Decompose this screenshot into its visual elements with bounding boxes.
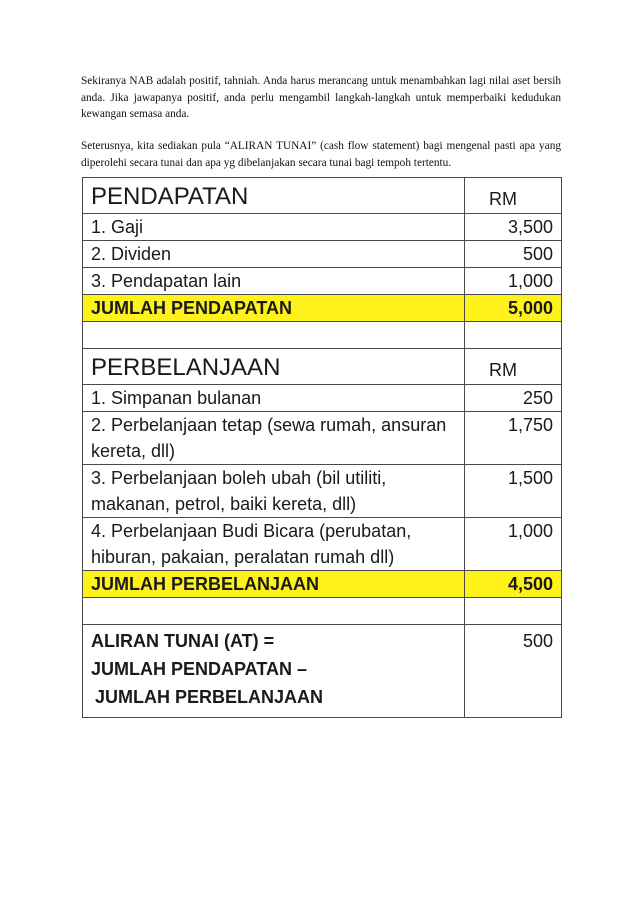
table-row bbox=[83, 241, 562, 268]
table-row bbox=[83, 412, 562, 465]
income-title: PENDAPATAN bbox=[83, 178, 465, 214]
income-item-label: 1. Gaji bbox=[83, 214, 465, 241]
income-item-amount: 500 bbox=[465, 241, 562, 268]
table-row bbox=[83, 518, 562, 571]
expense-total-amount: 4,500 bbox=[465, 571, 562, 598]
cashflow-formula bbox=[83, 625, 465, 718]
expense-item-label: 3. Perbelanjaan boleh ubah (bil utiliti, makanan, petrol, baiki kereta, dll) bbox=[83, 465, 465, 518]
cashflow-line-2: JUMLAH PENDAPATAN – bbox=[91, 659, 308, 679]
spacer-row bbox=[83, 322, 562, 349]
table-row bbox=[83, 385, 562, 412]
expense-total-label: JUMLAH PERBELANJAAN bbox=[83, 571, 465, 598]
income-item-amount: 1,000 bbox=[465, 268, 562, 295]
income-item-amount: 3,500 bbox=[465, 214, 562, 241]
cashflow-amount: 500 bbox=[465, 625, 562, 718]
expense-item-amount: 1,750 bbox=[465, 412, 562, 465]
expense-item-label: 4. Perbelanjaan Budi Bicara (perubatan, hiburan, pakaian, peralatan rumah dll) bbox=[83, 518, 465, 571]
cashflow-table bbox=[82, 177, 562, 718]
expense-item-amount: 250 bbox=[465, 385, 562, 412]
expense-item-label: 1. Simpanan bulanan bbox=[83, 385, 465, 412]
table-row bbox=[83, 214, 562, 241]
income-item-label: 3. Pendapatan lain bbox=[83, 268, 465, 295]
cashflow-row bbox=[83, 625, 562, 718]
income-currency: RM bbox=[465, 178, 562, 214]
expense-currency: RM bbox=[465, 349, 562, 385]
expense-item-amount: 1,000 bbox=[465, 518, 562, 571]
cashflow-line-3: JUMLAH PERBELANJAAN bbox=[95, 687, 324, 707]
income-total-label: JUMLAH PENDAPATAN bbox=[83, 295, 465, 322]
spacer-row bbox=[83, 598, 562, 625]
cashflow-intro-paragraph: Seterusnya, kita sediakan pula “ALIRAN TUNAI” (cash flow statement) bagi mengenal pasti apa yang diperolehi secara tunai dan apa yg dibelanjakan secara tunai bagi tempoh tertentu. bbox=[81, 140, 561, 169]
income-total-row bbox=[83, 295, 562, 322]
expense-title: PERBELANJAAN bbox=[83, 349, 465, 385]
intro-paragraph: Sekiranya NAB adalah positif, tahniah. Anda harus merancang untuk menambahkan lagi nilai aset bersih anda. Jika jawapanya positif, anda perlu mengambil langkah-langkah untuk memperbaiki kedudukan kewangan semasa anda. bbox=[81, 75, 561, 120]
cashflow-line-1: ALIRAN TUNAI (AT) = bbox=[91, 631, 275, 651]
income-header-row bbox=[83, 178, 562, 214]
expense-item-amount: 1,500 bbox=[465, 465, 562, 518]
income-item-label: 2. Dividen bbox=[83, 241, 465, 268]
expense-header-row bbox=[83, 349, 562, 385]
income-total-amount: 5,000 bbox=[465, 295, 562, 322]
expense-total-row bbox=[83, 571, 562, 598]
table-row bbox=[83, 268, 562, 295]
table-row bbox=[83, 465, 562, 518]
expense-item-label: 2. Perbelanjaan tetap (sewa rumah, ansuran kereta, dll) bbox=[83, 412, 465, 465]
